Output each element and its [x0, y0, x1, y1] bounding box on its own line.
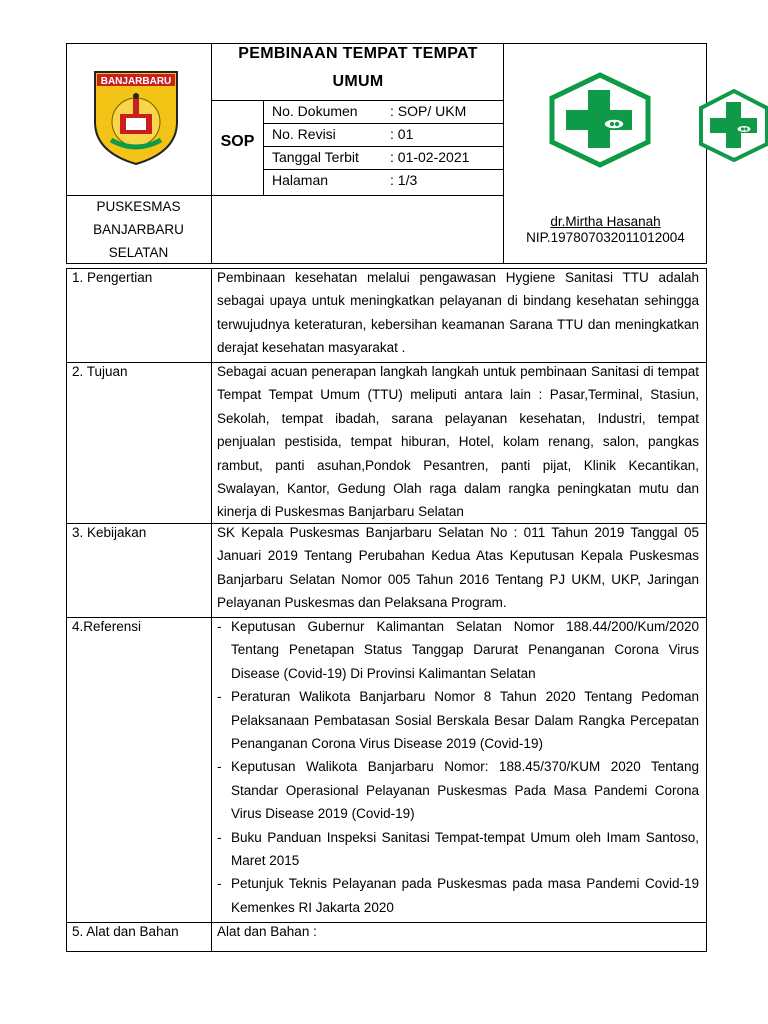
tujuan-paragraph: Sebagai acuan penerapan langkah langkah untuk pembinaan Sanitasi di tempat Tempat Tempat Umum (TTU) meliputi antara lain : Pasar,Terminal, Stasiun, Sekolah, tempat ibadah, sarana pelayanan kesehatan, Industri, tempat penjualan pestisida, tempat hiburan, Hotel, kolam renang, salon, pangkas rambut, panti asuhan,Pondok Pesantren, panti pijat, Klinik Kecantikan, Swalayan, Kantor, Gedung Olah raga dalam rangka peningkatan mutu dan kinerja di Puskesmas Banjarbaru Selatan: [217, 364, 699, 520]
header-divider: [211, 100, 504, 101]
section-text-kebijakan: [217, 521, 699, 615]
section-text-pengertian: [217, 266, 699, 360]
meta-value-revisi: : 01: [390, 126, 414, 142]
header-divider: [263, 146, 504, 147]
section-label-referensi: 4.Referensi: [72, 619, 142, 634]
meta-label-halaman: Halaman: [272, 172, 329, 188]
referensi-item: - Keputusan Gubernur Kalimantan Selatan Nomor 188.44/200/Kum/2020 Tentang Penetapan Status Tanggap Darurat Penanganan Corona Virus Disease (Covid-19) Di Provinsi Kalimantan Selatan: [217, 615, 699, 685]
section-text-alat: [217, 920, 699, 943]
section-label-pengertian: 1. Pengertian: [72, 270, 153, 285]
header-divider: [263, 100, 264, 195]
label-column-divider: [211, 268, 212, 952]
meta-value-halaman: : 1/3: [390, 172, 418, 188]
kebijakan-paragraph: SK Kepala Puskesmas Banjarbaru Selatan No : 011 Tahun 2019 Tanggal 05 Januari 2019 Tentang Perubahan Kedua Atas Keputusan Kepala Puskesmas Banjarbaru Selatan Nomor 005 Tahun 2016 Tentang PJ UKM, UKP, Jaringan Pelayanan Puskesmas dan Pelaksana Program.: [217, 525, 699, 611]
signatory-nip: NIP.197807032011012004: [526, 230, 685, 245]
section-list-referensi: [217, 615, 699, 919]
signatory-name: dr.Mirtha Hasanah: [550, 214, 661, 229]
referensi-item: - Peraturan Walikota Banjarbaru Nomor 8 Tahun 2020 Tentang Pedoman Pelaksanaan Pembatasan Sosial Berskala Besar Dalam Rangka Percepatan Penanganan Corona Virus Disease 2019 (Covid-19): [217, 685, 699, 755]
meta-value-tanggal: : 01-02-2021: [390, 149, 470, 165]
header-divider: [263, 123, 504, 124]
alat-paragraph: Alat dan Bahan :: [217, 924, 317, 939]
meta-value-dokumen: : SOP/ UKM: [390, 103, 467, 119]
section-label-kebijakan: 3. Kebijakan: [72, 525, 147, 540]
section-label-tujuan: 2. Tujuan: [72, 364, 128, 379]
document-title-line1: PEMBINAAN TEMPAT TEMPAT: [238, 45, 478, 62]
institution-name-line2: BANJARBARU: [93, 222, 184, 237]
section-label-alat: 5. Alat dan Bahan: [72, 924, 179, 939]
referensi-item: - Keputusan Walikota Banjarbaru Nomor: 188.45/370/KUM 2020 Tentang Standar Operasional Pelayanan Puskesmas Pada Masa Pandemi Corona Virus Disease 2019 (Covid-19): [217, 755, 699, 825]
puskesmas-logo-small: [699, 88, 768, 163]
svg-text:BANJARBARU: BANJARBARU: [100, 76, 172, 87]
puskesmas-logo-large: [548, 72, 652, 168]
sop-label: SOP: [220, 133, 255, 150]
pengertian-paragraph: Pembinaan kesehatan melalui pengawasan Hygiene Sanitasi TTU adalah sebagai upaya untuk meningkatkan pelayanan di bindang kesehatan sehingga terwujudnya keteraturan, kebersihan keamanan Sarana TTU dan meningkatkan derajat kesehatan masyarakat .: [217, 270, 699, 356]
section-text-tujuan: [217, 360, 699, 524]
referensi-item: - Buku Panduan Inspeksi Sanitasi Tempat-tempat Umum oleh Imam Santoso, Maret 2015: [217, 826, 699, 873]
institution-name-line3: SELATAN: [108, 245, 169, 260]
meta-label-revisi: No. Revisi: [272, 126, 336, 142]
meta-label-dokumen: No. Dokumen: [272, 103, 358, 119]
referensi-item: - Petunjuk Teknis Pelayanan pada Puskesmas pada masa Pandemi Covid-19 Kemenkes RI Jakarta 2020: [217, 872, 699, 919]
header-divider: [263, 169, 504, 170]
meta-label-tanggal: Tanggal Terbit: [272, 149, 359, 165]
institution-name-line1: PUSKESMAS: [96, 199, 181, 214]
banjarbaru-logo: [93, 70, 179, 166]
document-title-line2: UMUM: [332, 73, 384, 90]
